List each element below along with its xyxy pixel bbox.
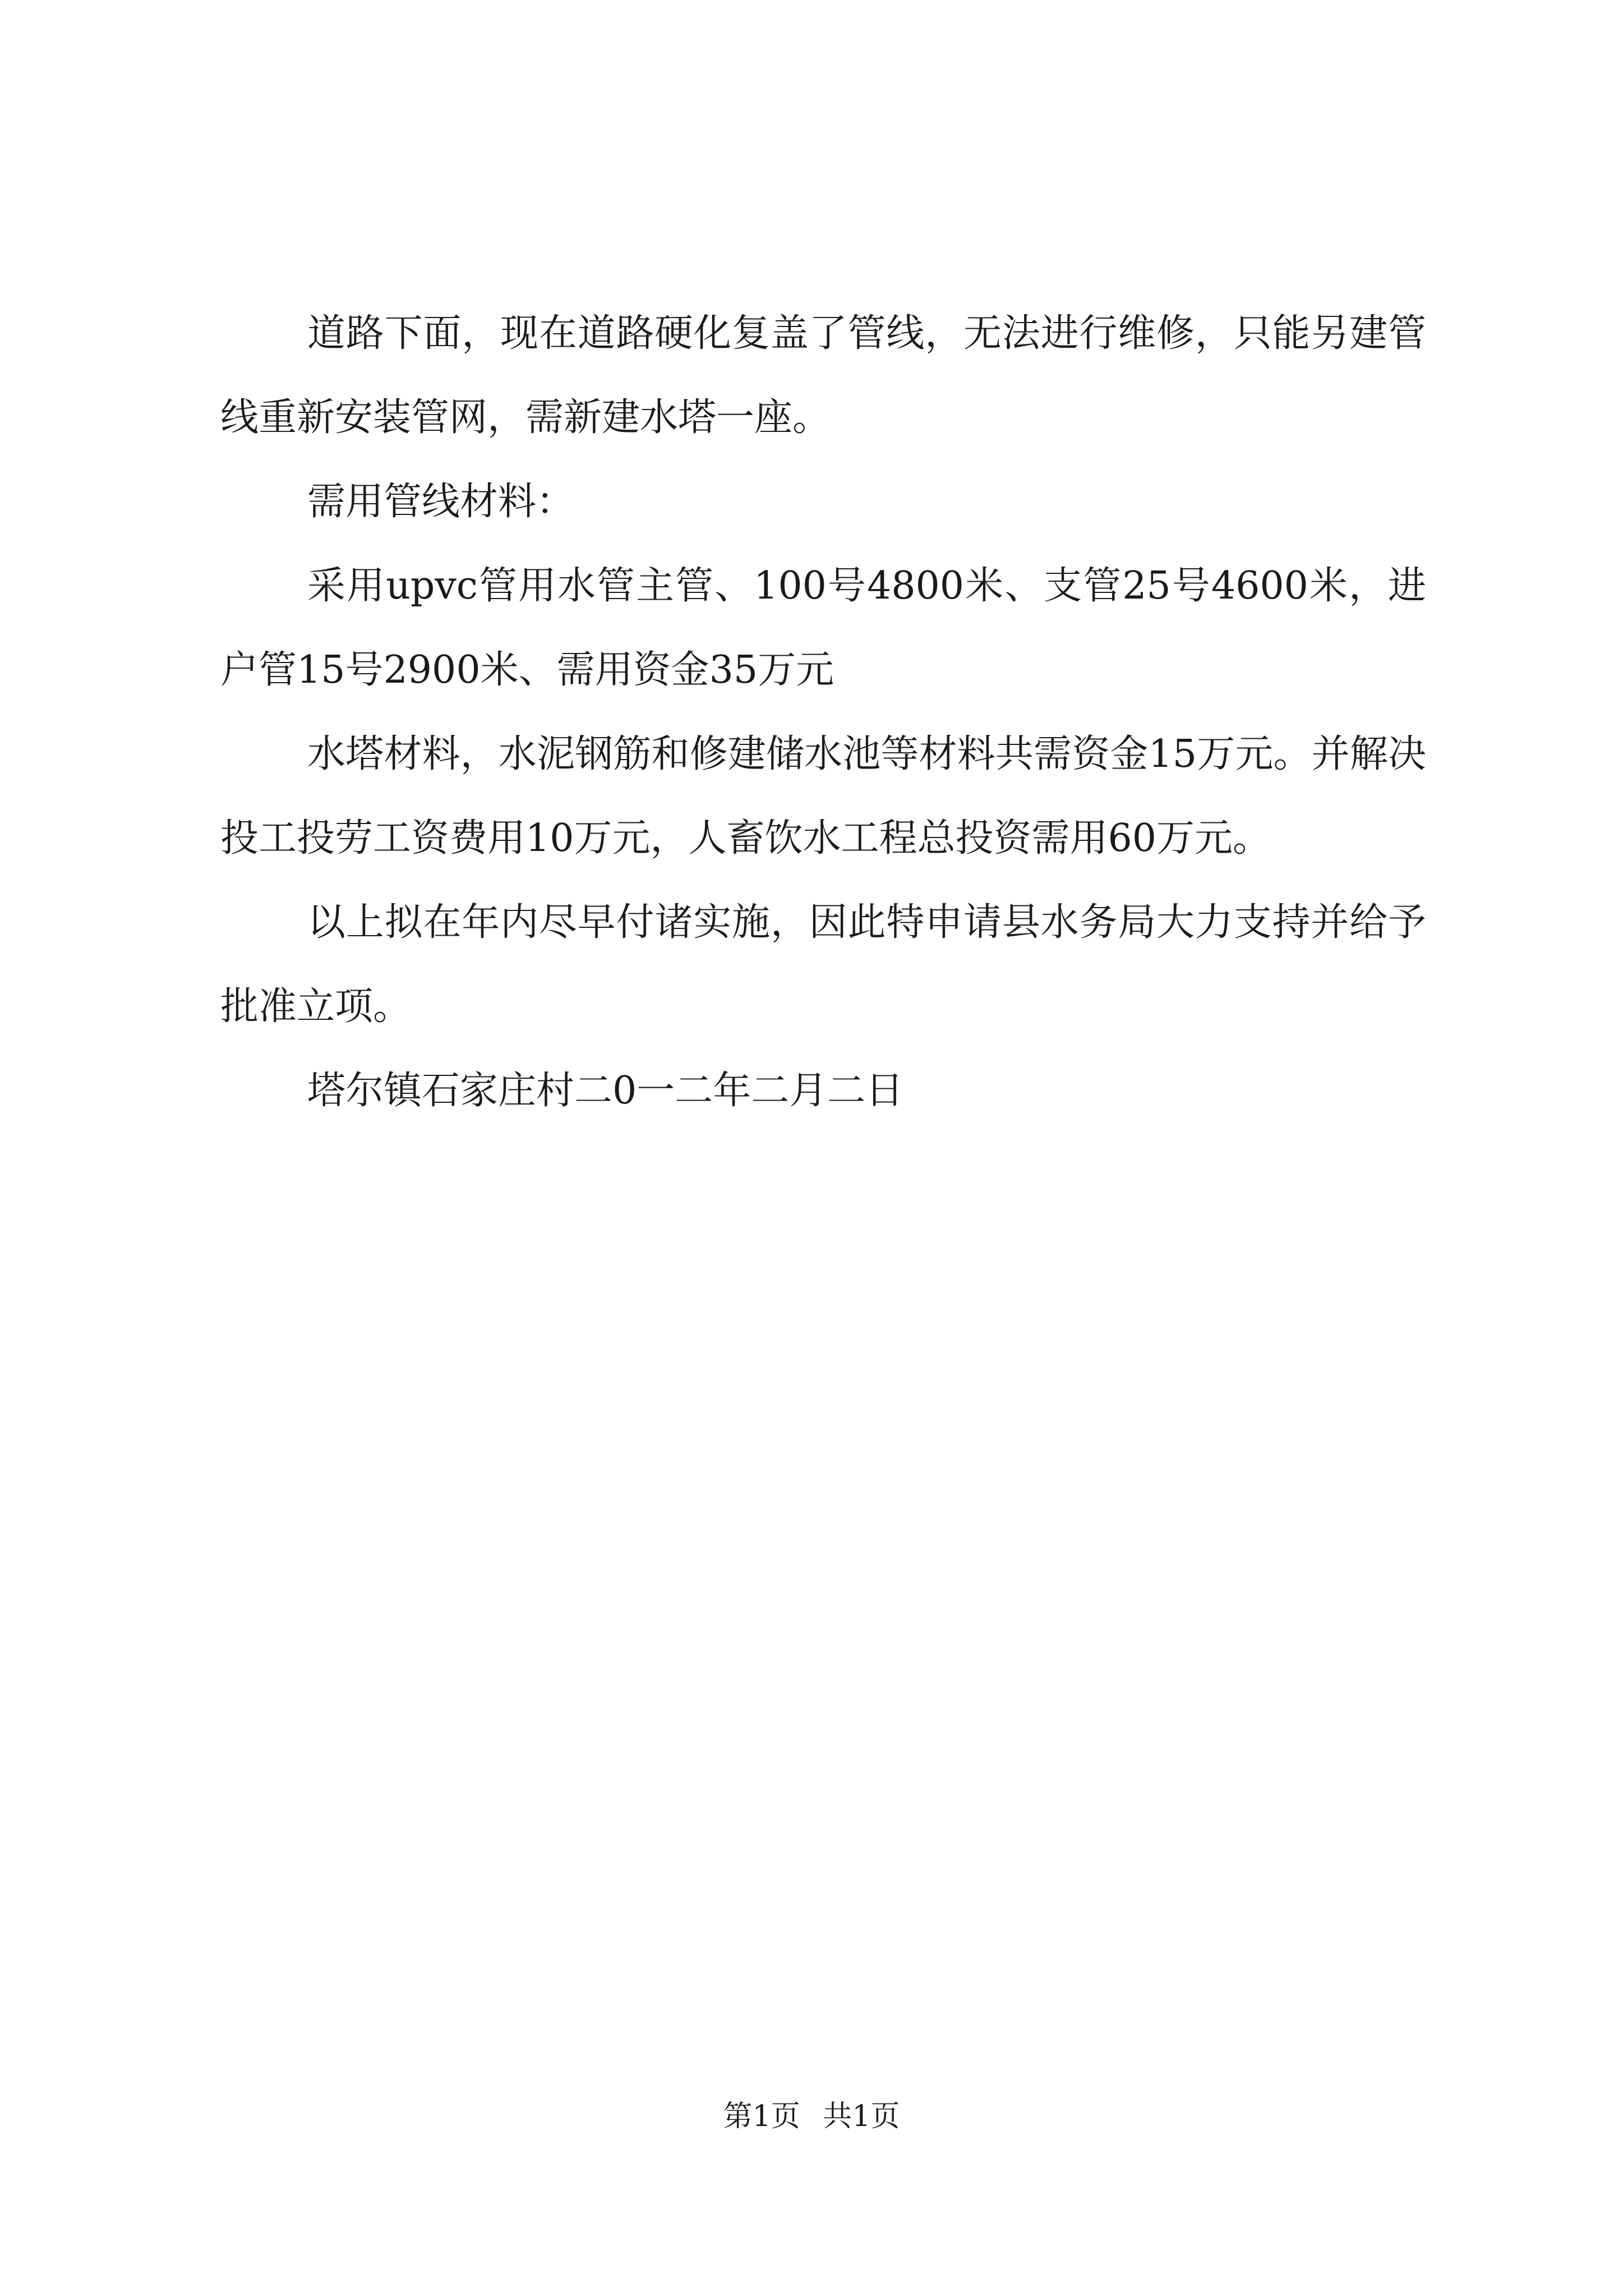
- paragraph-materials-heading: 需用管线材料：: [307, 480, 575, 524]
- paragraph-pipe-materials: 采用upvc管用水管主管、100号4800米、支管25号4600米，进户管15号2900米、需用资金35万元: [220, 564, 1426, 692]
- document-body: [220, 292, 1426, 1133]
- paragraph-water-tower-cost: 水塔材料，水泥钢筋和修建储水池等材料共需资金15万元。并解决投工投劳工资费用10万元，人畜饮水工程总投资需用60万元。: [220, 732, 1426, 861]
- page-footer: [0, 2097, 1623, 2136]
- page-number: 第1页: [723, 2100, 800, 2133]
- paragraph-signature-date: 塔尔镇石家庄村二0一二年二月二日: [307, 1069, 904, 1113]
- paragraph-road-pipeline: 道路下面，现在道路硬化复盖了管线，无法进行维修，只能另建管线重新安装管网，需新建水塔一座。: [220, 311, 1426, 440]
- page-total: 共1页: [823, 2100, 900, 2133]
- paragraph-application-request: 以上拟在年内尽早付诸实施，因此特申请县水务局大力支持并给予批准立项。: [220, 900, 1426, 1029]
